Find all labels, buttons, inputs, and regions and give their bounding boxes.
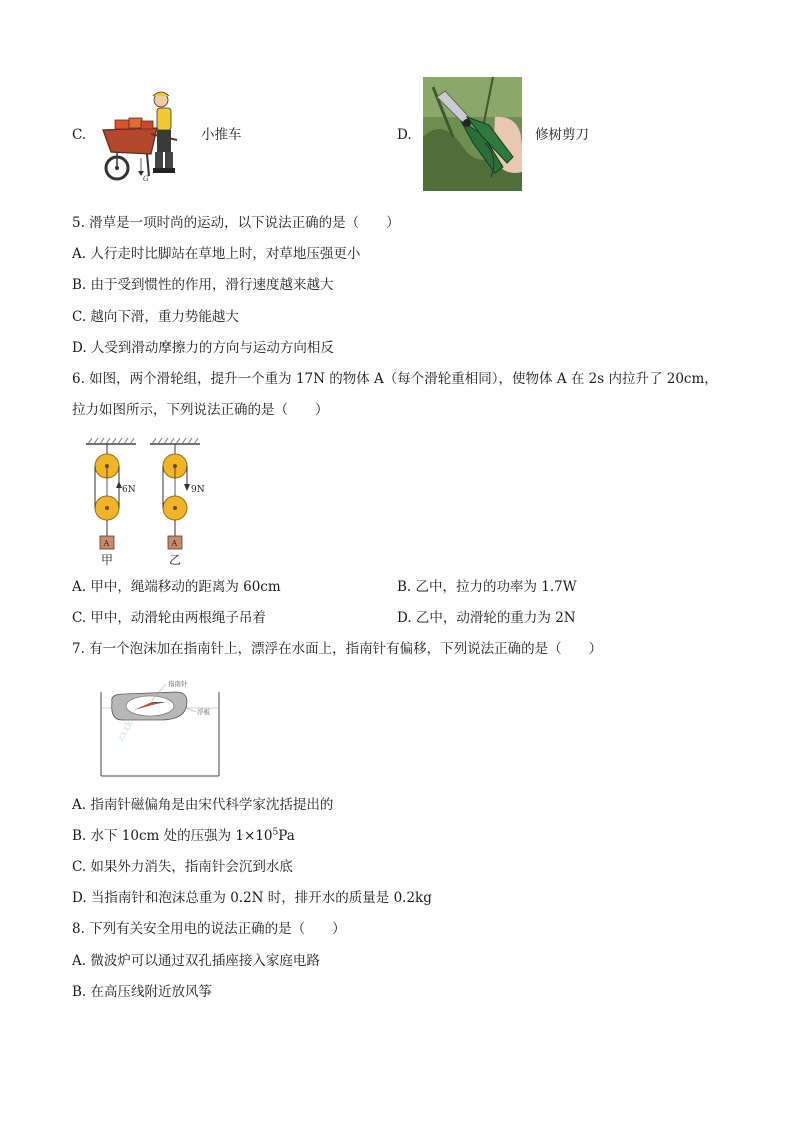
q6-stem-line1: 6. 如图，两个滑轮组，提升一个重为 17N 的物体 A（每个滑轮重相同），使物体 A 在 2s 内拉升了 20cm， xyxy=(72,371,718,387)
q5-stem: 5. 滑草是一项时尚的运动，以下说法正确的是（ ） xyxy=(72,215,400,231)
wheelbarrow-illustration xyxy=(95,88,195,188)
pulley-system-figure xyxy=(82,436,222,571)
option-d-caption: 修树剪刀 xyxy=(535,127,589,143)
left-setup-name: 甲 xyxy=(101,553,114,567)
right-force-label: 9N xyxy=(191,485,205,495)
right-block-label: A xyxy=(171,539,178,548)
q6-option-a: A. 甲中，绳端移动的距离为 60cm xyxy=(72,579,281,595)
left-force-label: 6N xyxy=(122,485,136,495)
floating-compass-figure xyxy=(100,678,225,778)
q6-option-c: C. 甲中，动滑轮由两根绳子吊着 xyxy=(72,610,266,626)
gravity-label: G xyxy=(143,175,149,183)
svg-text:zxxk: zxxk xyxy=(115,718,136,744)
q7-option-c: C. 如果外力消失，指南针会沉到水底 xyxy=(72,859,293,875)
q5-option-b: B. 由于受到惯性的作用，滑行速度越来越大 xyxy=(72,277,334,293)
q8-stem: 8. 下列有关安全用电的说法正确的是（ ） xyxy=(72,921,346,937)
q6-stem-line2: 拉力如图所示，下列说法正确的是（ ） xyxy=(72,402,329,418)
q7-stem: 7. 有一个泡沫加在指南针上，漂浮在水面上，指南针有偏移，下列说法正确的是（ ） xyxy=(72,641,603,657)
foam-board-label: 浮板 xyxy=(197,708,210,716)
q7-option-b: B. 水下 10cm 处的压强为 $1\times 10^5Pa$ xyxy=(72,827,295,844)
q5-option-c: C. 越向下滑，重力势能越大 xyxy=(72,309,239,325)
option-c-caption: 小推车 xyxy=(201,127,242,143)
q5-option-d: D. 人受到滑动摩擦力的方向与运动方向相反 xyxy=(72,340,334,356)
right-setup-name: 乙 xyxy=(169,553,182,567)
option-d-letter: D. xyxy=(397,127,412,143)
q7-option-d: D. 当指南针和泡沫总重为 0.2N 时，排开水的质量是 0.2kg xyxy=(72,890,432,906)
q7-option-a: A. 指南针磁偏角是由宋代科学家沈括提出的 xyxy=(72,797,334,813)
pruning-shears-photo xyxy=(423,77,522,191)
q6-option-b: B. 乙中，拉力的功率为 1.7W xyxy=(397,579,577,595)
q6-option-d: D. 乙中，动滑轮的重力为 2N xyxy=(397,610,576,626)
q5-option-a: A. 人行走时比脚站在草地上时，对草地压强更小 xyxy=(72,246,361,262)
q8-option-b: B. 在高压线附近放风筝 xyxy=(72,984,213,1000)
q8-option-a: A. 微波炉可以通过双孔插座接入家庭电路 xyxy=(72,953,320,969)
option-c-letter: C. xyxy=(72,127,87,143)
left-block-label: A xyxy=(103,539,110,548)
compass-needle-label: 指南针 xyxy=(168,680,188,688)
